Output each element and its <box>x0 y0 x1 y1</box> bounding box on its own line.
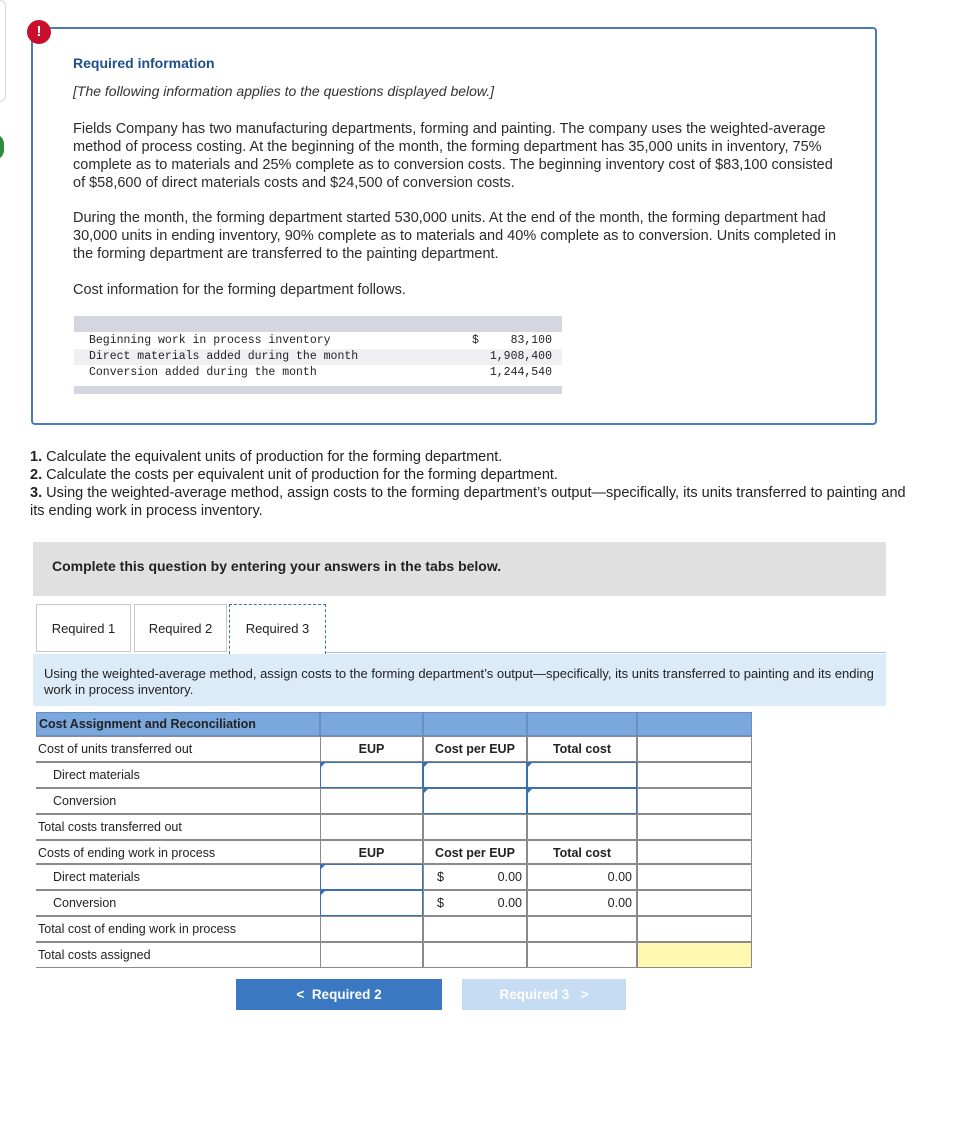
next-tab-label: Required 3 <box>499 987 570 1002</box>
grid-cell <box>637 840 752 864</box>
alert-icon: ! <box>27 20 51 44</box>
banner-text: Complete this question by entering your answers in the tabs below. <box>52 558 502 574</box>
total-transferred-out-label: Total costs transferred out <box>36 814 320 840</box>
total-costs-assigned-value <box>637 942 752 968</box>
ending-conv-cost-per-eup <box>423 890 527 916</box>
total-costs-assigned-label: Total costs assigned <box>36 942 320 968</box>
total-ending-wip-label: Total cost of ending work in process <box>36 916 320 942</box>
question-item <box>30 466 910 484</box>
question-number: 3. <box>30 485 43 501</box>
ending-direct-materials-label: Direct materials <box>36 864 320 890</box>
info-subtitle: [The following information applies to the questions displayed below.] <box>73 83 495 99</box>
cost-per-eup-value: 0.00 <box>497 870 522 884</box>
grid-cell <box>423 916 527 942</box>
tab-required-2[interactable]: Required 2 <box>134 604 227 652</box>
grid-cell <box>527 942 637 968</box>
col-cost-per-eup-header: Cost per EUP <box>423 736 527 762</box>
question-text: Calculate the equivalent units of production for the forming department. <box>42 449 503 465</box>
cost-assignment-grid <box>36 712 752 968</box>
tab-divider <box>326 652 886 653</box>
question-text: Using the weighted-average method, assign costs to the forming department’s output—specifically, its units transferred to painting and its ending work in process inventory. <box>30 485 906 519</box>
grid-header-cell <box>637 712 752 736</box>
total-transferred-out-value <box>637 814 752 840</box>
currency-symbol: $ <box>437 870 444 884</box>
cost-row-label: Direct materials added during the month <box>89 350 359 363</box>
tab-required-1[interactable]: Required 1 <box>36 604 131 652</box>
cost-row-currency: $ <box>472 334 479 347</box>
grid-cell <box>423 814 527 840</box>
left-edge-indicator <box>0 134 4 160</box>
transferred-direct-materials-label: Direct materials <box>36 762 320 788</box>
chevron-right-icon: > <box>580 987 589 1002</box>
instruction-banner <box>33 542 886 596</box>
grid-cell <box>637 864 752 890</box>
grid-cell <box>320 814 423 840</box>
col-eup-header: EUP <box>320 736 423 762</box>
previous-tab-button[interactable] <box>236 979 442 1010</box>
grid-cell <box>527 916 637 942</box>
col-cost-per-eup-header: Cost per EUP <box>423 840 527 864</box>
transferred-dm-total-cost-input[interactable] <box>527 762 637 788</box>
total-cost-value: 0.00 <box>607 870 632 884</box>
ending-dm-cost-per-eup <box>423 864 527 890</box>
grid-header-cell <box>527 712 637 736</box>
tab-required-3[interactable]: Required 3 <box>229 604 326 654</box>
question-number: 2. <box>30 467 43 483</box>
ending-conv-total-cost <box>527 890 637 916</box>
grid-cell <box>637 762 752 788</box>
currency-symbol: $ <box>437 896 444 910</box>
transferred-conv-cost-per-eup-input[interactable] <box>423 788 527 814</box>
cost-row <box>74 365 562 381</box>
col-eup-header: EUP <box>320 840 423 864</box>
previous-tab-label: Required 2 <box>311 987 382 1002</box>
question-list <box>30 448 910 520</box>
left-edge-frame <box>0 0 6 102</box>
ending-dm-eup-input[interactable] <box>320 864 423 890</box>
grid-header-cell <box>320 712 423 736</box>
grid-cell <box>320 916 423 942</box>
total-ending-wip-value <box>637 916 752 942</box>
chevron-left-icon: < <box>296 987 305 1002</box>
grid-cell <box>320 942 423 968</box>
ending-conversion-label: Conversion <box>36 890 320 916</box>
ending-dm-total-cost <box>527 864 637 890</box>
grid-cell <box>527 814 637 840</box>
info-paragraph-2: During the month, the forming department started 530,000 units. At the end of the month, the forming department had 30,000 units in ending inventory, 90% complete as to materials and 40% complete as to conversion. Units completed in the forming department are transferred to the painting department. <box>73 210 837 262</box>
cost-per-eup-value: 0.00 <box>497 896 522 910</box>
ending-conv-eup-input[interactable] <box>320 890 423 916</box>
col-total-cost-header: Total cost <box>527 840 637 864</box>
cost-row-value: 1,908,400 <box>489 350 552 363</box>
grid-title: Cost Assignment and Reconciliation <box>36 712 320 736</box>
grid-header-cell <box>423 712 527 736</box>
cost-row-value: 1,244,540 <box>489 366 552 379</box>
info-title: Required information <box>73 55 215 71</box>
grid-cell <box>637 736 752 762</box>
info-paragraph-3: Cost information for the forming department follows. <box>73 282 406 298</box>
tab-instruction <box>33 654 886 706</box>
cost-row-label: Conversion added during the month <box>89 366 317 379</box>
cost-table-top-bar <box>74 316 562 332</box>
ending-wip-header: Costs of ending work in process <box>36 840 320 864</box>
info-paragraph-1: Fields Company has two manufacturing departments, forming and painting. The company uses the weighted-average method of process costing. At the beginning of the month, the forming department has 35,000 units in inventory, 75% complete as to materials and 25% complete as to conversion costs. The beginning inventory cost of $83,100 consisted of $58,600 of direct materials costs and $24,500 of conversion costs. <box>73 121 833 191</box>
next-tab-button[interactable] <box>462 979 626 1010</box>
cost-row-value: 83,100 <box>510 334 552 347</box>
cost-table-bottom-bar <box>74 386 562 394</box>
grid-cell <box>637 890 752 916</box>
transferred-dm-cost-per-eup-input[interactable] <box>423 762 527 788</box>
cost-information-table <box>74 316 562 394</box>
transferred-conv-total-cost-input[interactable] <box>527 788 637 814</box>
tab-instruction-text: Using the weighted-average method, assign costs to the forming department’s output—specifically, its units transferred to painting and its ending work in process inventory. <box>44 666 874 697</box>
cost-row-label: Beginning work in process inventory <box>89 334 331 347</box>
transferred-dm-eup-input[interactable] <box>320 762 423 788</box>
question-item <box>30 448 910 466</box>
col-total-cost-header: Total cost <box>527 736 637 762</box>
cost-row <box>74 349 562 365</box>
cost-row <box>74 333 562 349</box>
question-number: 1. <box>30 449 43 465</box>
grid-cell <box>423 942 527 968</box>
total-cost-value: 0.00 <box>607 896 632 910</box>
question-item <box>30 484 910 520</box>
grid-cell <box>320 788 423 814</box>
grid-cell <box>637 788 752 814</box>
transferred-out-header: Cost of units transferred out <box>36 736 320 762</box>
question-text: Calculate the costs per equivalent unit of production for the forming department. <box>42 467 558 483</box>
transferred-conversion-label: Conversion <box>36 788 320 814</box>
